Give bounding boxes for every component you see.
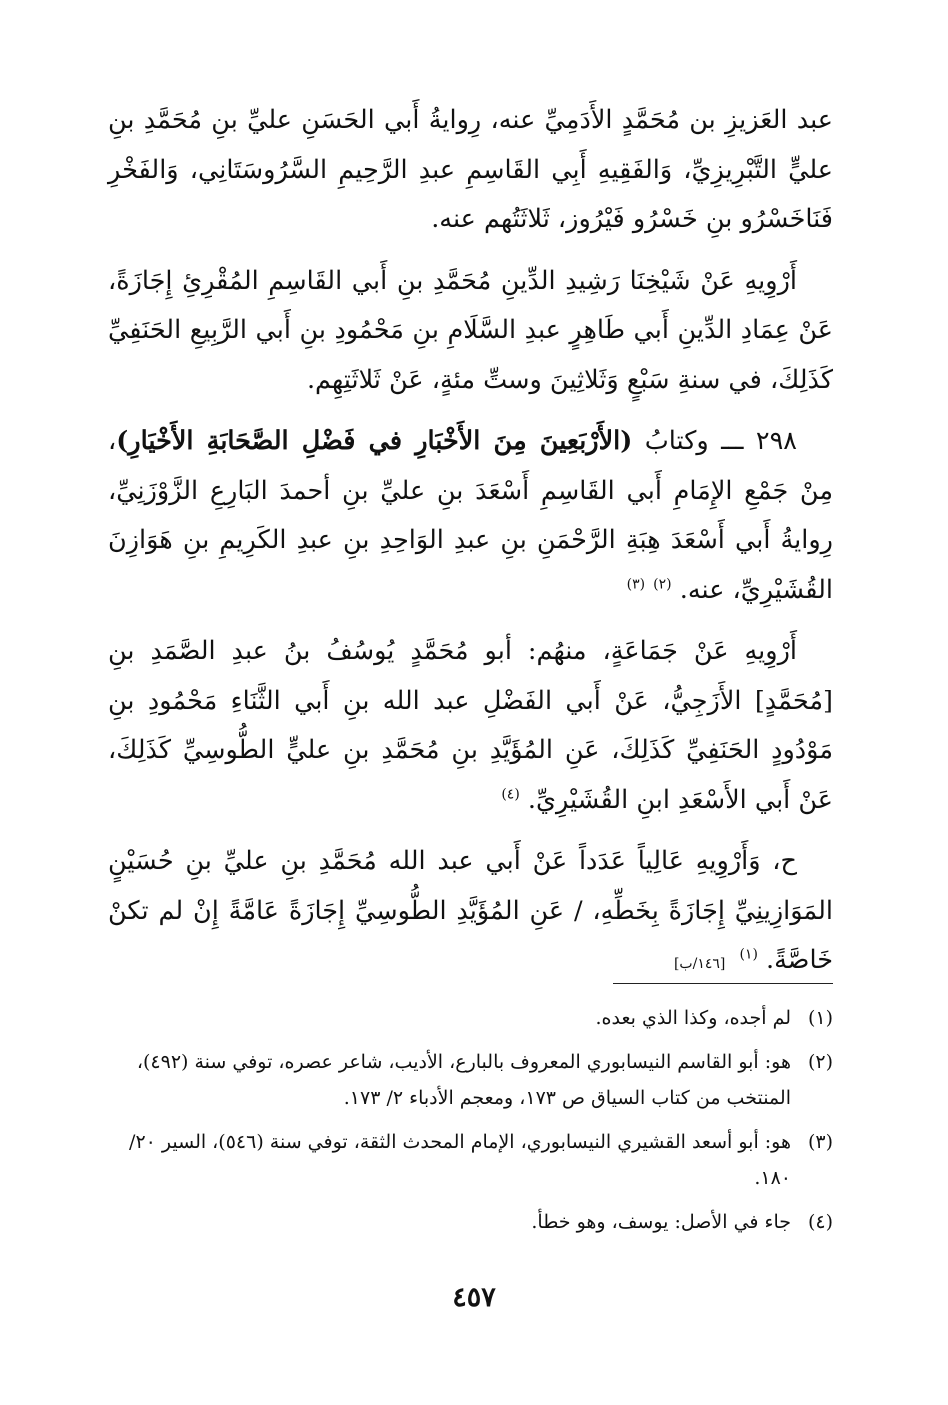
- paragraph-text: عبد العَزيزِ بن مُحَمَّدٍ الأَدَمِيِّ عنه، رِوايةُ أَبي الحَسَنِ عليِّ بنِ مُحَمَّدِ بنِ عليٍّ التَّبْرِيزِيِّ، وَالفَقِيهِ أَبِي القَاسِمِ عبدِ الرَّحِيمِ السَّرُوسَتَانِي، وَالفَخْرِ فَنَاخَسْرُو بنِ خَسْرُو فَيْرُوز، ثَلاثَتُهم عنه.: [108, 105, 833, 234]
- footnote-text: لم أجده، وكذا الذي بعده.: [595, 1007, 791, 1029]
- entry-number: ٢٩٨: [755, 426, 797, 456]
- paragraph-4: [108, 837, 833, 990]
- footnote: [108, 1124, 833, 1196]
- paragraph-text: ح، وَأَرْوِيهِ عَالِياً عَدَداً عَنْ أَبي عبد الله مُحَمَّدِ بنِ عليِّ بنِ حُسَيْنٍ المَوَازِينِيِّ إِجَازَةً بِخَطِّهِ، / عَنِ المُؤَيَّدِ الطُّوسِيِّ إِجَازَةً عَامَّةً إِنْ لم تكنْ خَاصَّةً.: [108, 846, 833, 975]
- footnote-number: (٣): [807, 1131, 833, 1153]
- entry-298: [108, 417, 833, 615]
- footnote-ref: (٣): [626, 576, 646, 592]
- footnotes: [108, 1000, 833, 1240]
- footnote-number: (٢): [807, 1051, 833, 1073]
- entry-intro: وكتابُ: [644, 426, 709, 456]
- footnote: [108, 1000, 833, 1036]
- footnote: [108, 1204, 833, 1240]
- book-title: (الأَرْبَعِينَ مِنَ الأَخْبَارِ في فَضْلِ الصَّحَابَةِ الأَخْيَارِ): [116, 426, 633, 456]
- paragraph-text: أَرْوِيهِ عَنْ شَيْخِنَا رَشِيدِ الدِّينِ مُحَمَّدِ بنِ أَبي القَاسِمِ المُقْرِئِ إِجَازَةً، عَنْ عِمَادِ الدِّينِ أَبي طَاهِرٍ عبدِ السَّلَامِ بنِ مَحْمُودِ بنِ أَبي الرَّبِيعِ الحَنَفِيِّ كَذَلِكَ، في سنةِ سَبْعٍ وَثَلاثِينَ وستِّ مئةٍ، عَنْ ثَلاثَتِهِم.: [108, 265, 833, 395]
- paragraph-2: [108, 257, 833, 406]
- footnote-number: (١): [807, 1007, 833, 1029]
- footnote-text: جاء في الأصل: يوسف، وهو خطأ.: [531, 1211, 791, 1233]
- folio-marker: [١٤٦/ب]: [673, 956, 726, 972]
- page-number: ٤٥٧: [452, 1282, 496, 1313]
- footnote: [108, 1044, 833, 1116]
- main-text: [108, 96, 833, 990]
- paragraph-1: [108, 96, 833, 245]
- entry-body: ، مِنْ جَمْعِ الإِمَامِ أَبي القَاسِمِ أَسْعَدَ بنِ عليِّ بنِ أحمدَ البَارِعِ الزَّوْزَنِيِّ، رِوايةُ أَبي أَسْعَدَ هِبَةِ الرَّحْمَنِ بنِ عبدِ الوَاحِدِ بنِ عبدِ الكَرِيمِ بنِ هَوَازِنَ القُشَيْرِيِّ، عنه.: [108, 426, 833, 605]
- footnote-number: (٤): [807, 1211, 833, 1233]
- paragraph-3: [108, 627, 833, 825]
- footnote-ref: (٢): [653, 576, 672, 592]
- footnote-text: هو: أبو أسعد القشيري النيسابوري، الإمام المحدث الثقة، توفي سنة (٥٤٦)، السير ٢٠/ ١٨٠.: [129, 1131, 791, 1189]
- footnote-ref: (١): [739, 946, 758, 963]
- paragraph-text: أَرْوِيهِ عَنْ جَمَاعَةٍ، منهُم: أبو مُحَمَّدٍ يُوسُفُ بنُ عبدِ الصَّمَدِ بنِ [مُحَمَّدٍ] الأَزَجِيُّ، عَنْ أَبي الفَضْلِ عبد الله بنِ أَبي الثَّنَاءِ مَحْمُودِ بنِ مَوْدُودٍ الحَنَفِيِّ كَذَلِكَ، عَنِ المُؤَيَّدِ بنِ مُحَمَّدِ بنِ عليٍّ الطُّوسِيِّ كَذَلِكَ، عَنْ أَبي الأَسْعَدِ ابنِ القُشَيْرِيِّ.: [108, 636, 833, 815]
- entry-dash: ـــ: [721, 426, 744, 456]
- footnote-text: هو: أبو القاسم النيسابوري المعروف بالبارع، الأديب، شاعر عصره، توفي سنة (٤٩٢)، المنتخب من كتاب السياق ص ١٧٣، ومعجم الأدباء ٢/ ١٧٣.: [136, 1051, 791, 1109]
- footnote-ref: (٤): [501, 786, 520, 802]
- footnote-divider: [613, 983, 833, 984]
